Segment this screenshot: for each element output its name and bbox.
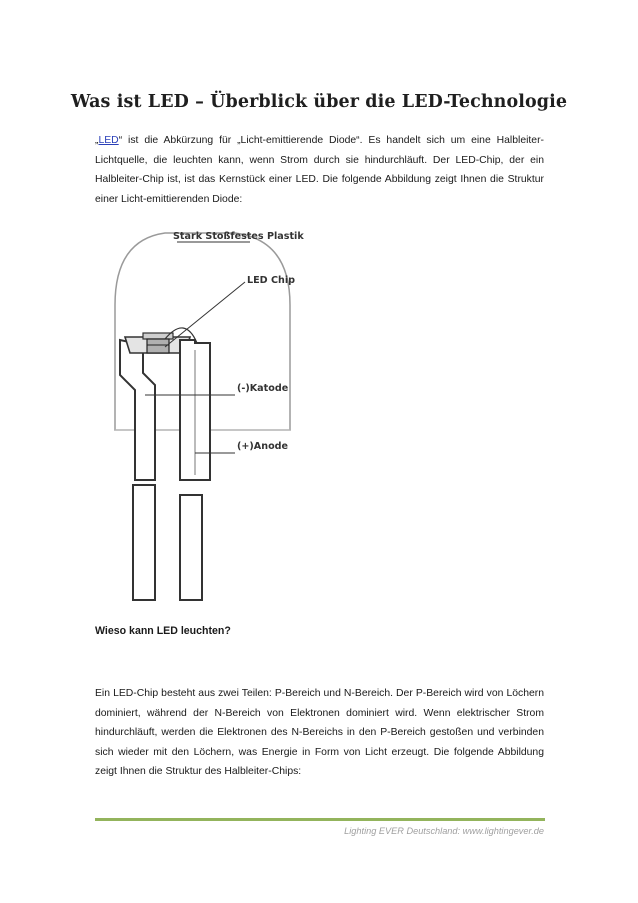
section-heading: Wieso kann LED leuchten? bbox=[95, 625, 231, 637]
label-cathode: (-)Katode bbox=[237, 383, 289, 394]
section-paragraph: Ein LED-Chip besteht aus zwei Teilen: P-Bereich und N-Bereich. Der P-Bereich wird von Löchern dominiert, während der N-Bereich von Elektronen dominiert wird. Wenn elektrischer Strom hindurchläuft, werden die Elektronen des N-Bereichs in den P-Bereich gestoßen und verbinden sich wieder mit den Löchern, was Energie in Form von Licht erzeugt. Die folgende Abbildung zeigt Ihnen die Struktur des Halbleiter-Chips: bbox=[95, 688, 544, 777]
footer-text: Lighting EVER Deutschland: www.lightingever.de bbox=[344, 826, 544, 836]
footer-rule bbox=[95, 818, 545, 821]
label-plastic: Stark Stoßfestes Plastik bbox=[173, 231, 304, 242]
intro-text: “ ist die Abkürzung für „Licht-emittierende Diode“. Es handelt sich um eine Halbleiter-Lichtquelle, die leuchten kann, wenn Strom durch sie hindurchläuft. Der LED-Chip, der ein Halbleiter-Chip ist, ist das Kernstück einer LED. Die folgende Abbildung zeigt Ihnen die Struktur einer Licht-emittierenden Diode: bbox=[95, 135, 544, 205]
intro-paragraph bbox=[95, 131, 544, 209]
led-diagram-svg bbox=[95, 225, 310, 625]
quote-open: „ bbox=[95, 135, 99, 146]
page-title: Was ist LED – Überblick über die LED-Technologie bbox=[70, 92, 568, 112]
led-structure-diagram bbox=[95, 225, 310, 625]
label-anode: (+)Anode bbox=[237, 441, 289, 452]
label-led-chip: LED Chip bbox=[247, 275, 295, 286]
led-link[interactable]: LED bbox=[98, 135, 119, 146]
